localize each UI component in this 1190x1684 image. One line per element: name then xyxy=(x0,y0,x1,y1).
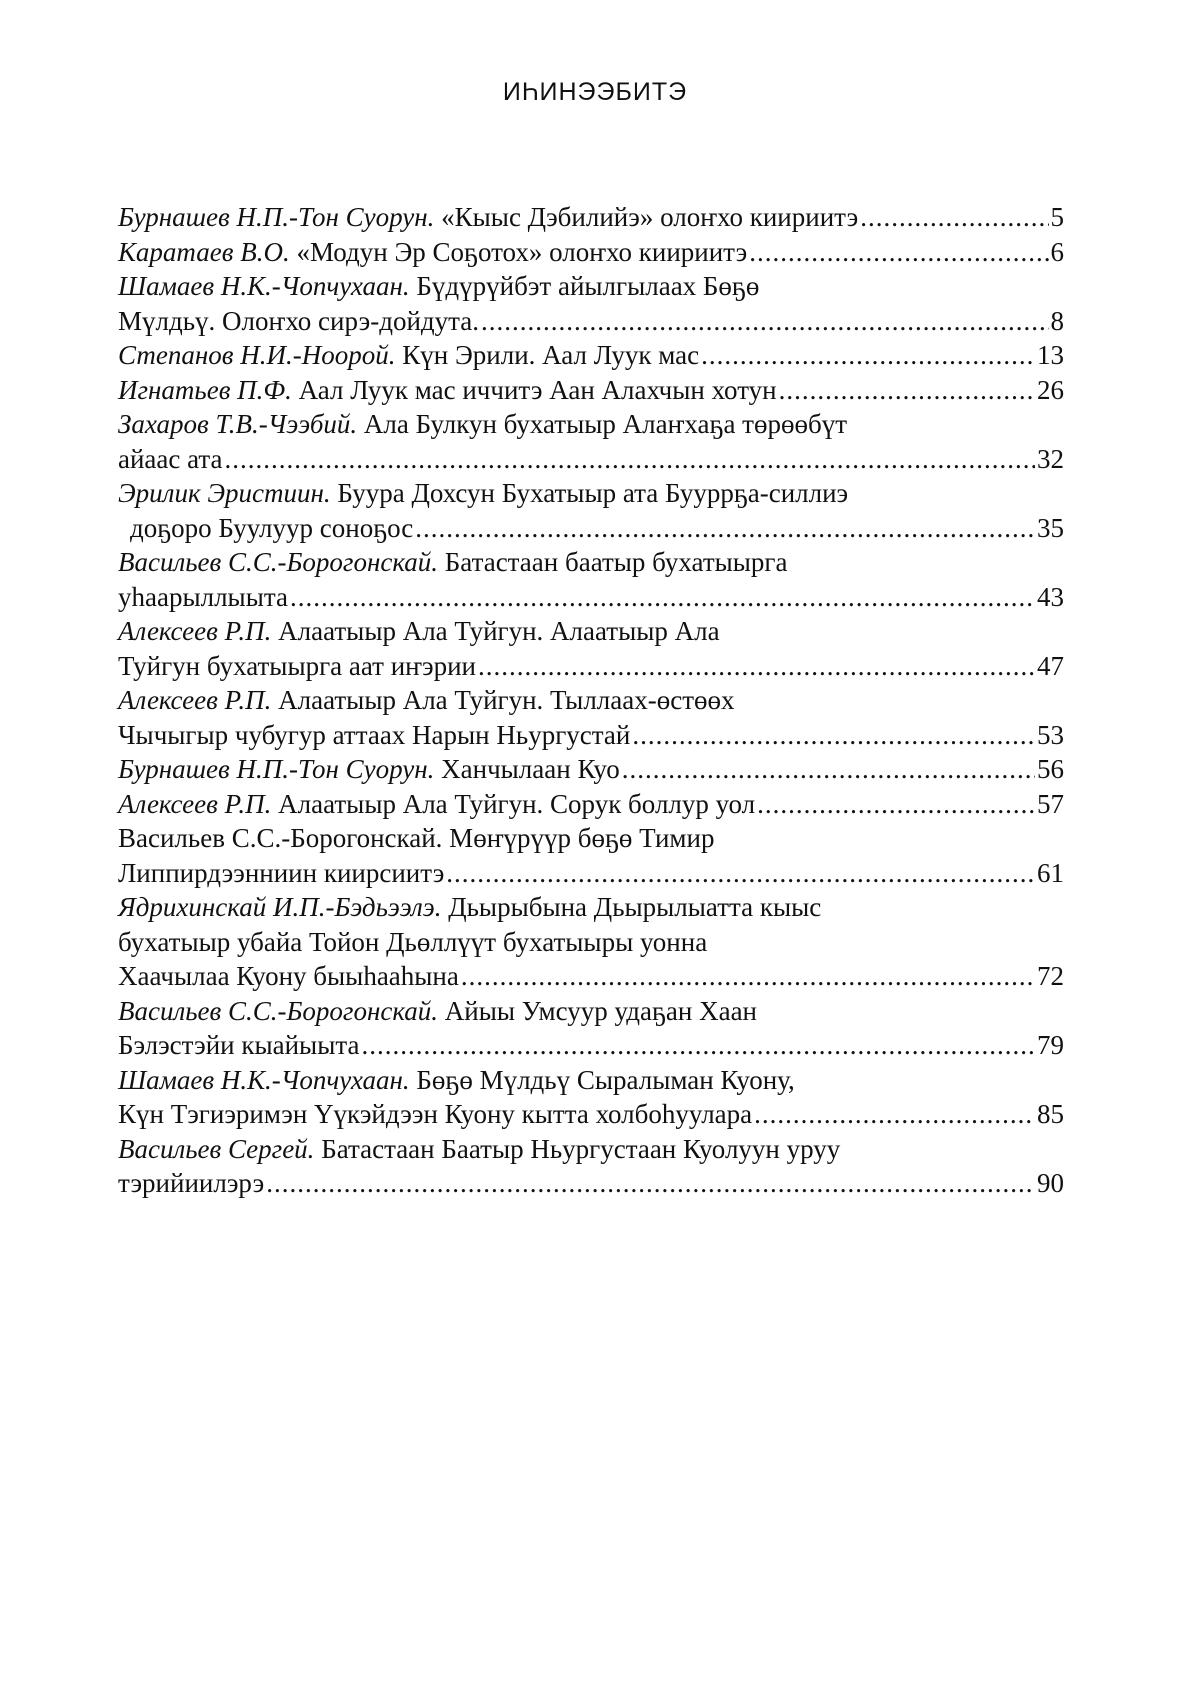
page-number: 26 xyxy=(1037,374,1064,405)
toc-line xyxy=(118,200,1064,235)
toc-title-text: Липпирдээнниин киирсиитэ xyxy=(118,857,445,888)
toc-author: Ядрихинскай И.П.-Бэдьээлэ. xyxy=(118,892,442,922)
dot-leader xyxy=(860,200,1048,235)
toc-line-text xyxy=(118,649,476,684)
toc-title-text: Чычыгыр чубугур аттаах Нарын Ньургустай xyxy=(118,719,631,750)
toc-entry xyxy=(118,890,1064,994)
page-number: 72 xyxy=(1037,961,1064,991)
toc-line-text xyxy=(118,409,847,439)
toc-entry xyxy=(118,476,1064,545)
dot-leader xyxy=(749,235,1048,270)
toc-line xyxy=(118,442,1064,477)
toc-title-text: Васильев С.С.-Борогонскай. Мөҥүрүүр бөҕө Тимир xyxy=(118,823,715,853)
page-number: 85 xyxy=(1037,1099,1064,1129)
toc-entry xyxy=(118,614,1064,683)
toc-line-text xyxy=(118,338,699,373)
toc-author: Захаров Т.В.-Чээбий. xyxy=(118,409,358,439)
dot-leader xyxy=(754,1097,1035,1132)
toc-line xyxy=(118,959,1064,994)
toc-line-text xyxy=(118,787,755,822)
toc-title-text: Бөҕө Мүлдьү Сыралыман Куону, xyxy=(416,1064,795,1095)
toc-title-text: «Модун Эр Соҕотох» олоҥхо киириитэ xyxy=(296,236,748,267)
toc-line-text xyxy=(118,373,777,408)
toc-title-text: Ала Булкун бухатыыр Алаҥхаҕа төрөөбүт xyxy=(363,409,848,439)
page-title: ИҺИНЭЭБИТЭ xyxy=(502,78,688,106)
page-number: 79 xyxy=(1037,1030,1064,1060)
dot-leader xyxy=(266,1166,1035,1201)
toc-author: Шамаев Н.К.-Чопчухаан. xyxy=(118,271,410,301)
page-number: 56 xyxy=(1037,754,1064,784)
dot-leader xyxy=(779,373,1035,408)
toc-line xyxy=(118,718,1064,753)
page-number: 5 xyxy=(1050,202,1064,232)
toc-author: Эрилик Эристиин. xyxy=(118,478,331,508)
dot-leader xyxy=(622,752,1035,787)
toc-title-text: бухатыыр убайа Тойон Дьөллүүт бухатыыры уонна xyxy=(118,926,708,957)
toc-line xyxy=(118,269,1064,304)
toc-title-text: тэрийиилэрэ xyxy=(118,1168,265,1198)
toc-line-text xyxy=(118,823,714,853)
dot-leader xyxy=(478,649,1035,684)
toc-line xyxy=(118,925,1064,960)
toc-title-text: доҕоро Буулуур соноҕос xyxy=(130,512,414,543)
toc-author: Васильев С.С.-Борогонскай. xyxy=(118,547,439,577)
toc-author: Алексеев Р.П. xyxy=(118,788,272,819)
dot-leader xyxy=(757,787,1035,822)
toc-line-text xyxy=(118,1028,359,1063)
dot-leader xyxy=(481,304,1048,339)
toc-title-text: «Кыыс Дэбилийэ» олоҥхо киириитэ xyxy=(441,202,859,232)
toc-line xyxy=(118,1097,1064,1132)
toc-line-text xyxy=(118,478,848,508)
toc-line-text xyxy=(118,580,288,615)
toc-line-text xyxy=(118,996,757,1026)
dot-leader xyxy=(461,959,1035,994)
toc-line-text xyxy=(118,718,630,753)
toc-entry xyxy=(118,1132,1064,1201)
dot-leader xyxy=(415,511,1035,546)
toc-title-text: Алаатыыр Ала Туйгун. Тыллаах-өстөөх xyxy=(278,685,735,715)
table-of-contents xyxy=(118,200,1064,1201)
toc-line-text xyxy=(118,892,821,922)
toc-line-text xyxy=(118,235,747,270)
dot-leader xyxy=(446,856,1035,891)
toc-author: Васильев Сергей. xyxy=(118,1133,315,1164)
toc-line xyxy=(118,545,1064,580)
toc-line-text xyxy=(118,856,444,891)
toc-line-text xyxy=(118,1134,840,1164)
toc-line xyxy=(118,1166,1064,1201)
toc-title-text: Буура Дохсун Бухатыыр ата Бууррҕа-силлиэ xyxy=(337,478,849,508)
toc-author: Бурнашев Н.П.-Тон Суорун. xyxy=(118,202,435,232)
toc-line xyxy=(118,1132,1064,1167)
toc-author: Игнатьев П.Ф. xyxy=(118,374,292,405)
toc-line xyxy=(118,1028,1064,1063)
toc-line xyxy=(118,614,1064,649)
toc-title-text: Дьырыбына Дьырылыатта кыыс xyxy=(448,892,822,922)
toc-entry xyxy=(118,787,1064,822)
page-number: 8 xyxy=(1050,305,1064,336)
page-number: 90 xyxy=(1037,1168,1064,1198)
toc-line-text xyxy=(118,927,707,957)
toc-entry xyxy=(118,821,1064,890)
toc-line xyxy=(118,338,1064,373)
toc-line xyxy=(118,752,1064,787)
toc-line-text xyxy=(118,304,479,339)
toc-title-text: Алаатыыр Ала Туйгун. Алаатыыр Ала xyxy=(278,616,720,646)
toc-line-text xyxy=(130,511,413,546)
toc-entry xyxy=(118,407,1064,476)
toc-line-text xyxy=(118,1166,264,1201)
toc-author: Каратаев В.О. xyxy=(118,236,290,267)
toc-line xyxy=(118,476,1064,511)
toc-line-text xyxy=(118,442,223,477)
toc-entry xyxy=(118,545,1064,614)
toc-author: Бурнашев Н.П.-Тон Суорун. xyxy=(118,754,435,784)
page-number: 47 xyxy=(1037,650,1064,681)
toc-entry xyxy=(118,338,1064,373)
toc-title-text: уһаарыллыыта xyxy=(118,581,288,612)
toc-entry xyxy=(118,683,1064,752)
toc-line xyxy=(118,890,1064,925)
toc-entry xyxy=(118,752,1064,787)
page-number: 13 xyxy=(1037,340,1064,370)
toc-entry xyxy=(118,373,1064,408)
toc-title-text: Туйгун бухатыырга аат иҥэрии xyxy=(118,650,476,681)
dot-leader xyxy=(225,442,1035,477)
toc-title-text: Күн Тэгиэримэн Үүкэйдээн Куону кытта холбоһуулара xyxy=(118,1099,753,1129)
toc-title-text: Айыы Умсуур удаҕан Хаан xyxy=(444,995,758,1026)
toc-title-text: айаас ата xyxy=(118,443,223,474)
toc-title-text: Бүдүрүйбэт айылгылаах Бөҕө xyxy=(416,271,760,301)
toc-entry xyxy=(118,269,1064,338)
dot-leader xyxy=(632,718,1035,753)
toc-title-text: Хаачылаа Куону быыһааһына xyxy=(118,961,459,991)
toc-line-text xyxy=(118,1097,752,1132)
toc-title-text: Батастаан Баатыр Ньургустаан Куолуун уруу xyxy=(321,1133,841,1164)
dot-leader xyxy=(290,580,1035,615)
toc-line xyxy=(118,821,1064,856)
dot-leader xyxy=(361,1028,1035,1063)
toc-line xyxy=(118,1063,1064,1098)
toc-line xyxy=(118,235,1064,270)
toc-line-text xyxy=(118,752,620,787)
toc-line-text xyxy=(118,959,459,994)
page-number: 61 xyxy=(1037,857,1064,888)
toc-line-text xyxy=(118,1065,795,1095)
page-number: 57 xyxy=(1037,788,1064,819)
toc-line xyxy=(118,856,1064,891)
toc-title-text: Мүлдьү. Олоҥхо сирэ-дойдута. xyxy=(118,305,480,336)
toc-author: Васильев С.С.-Борогонскай. xyxy=(118,995,439,1026)
toc-line-text xyxy=(118,547,787,577)
toc-line-text xyxy=(118,271,759,301)
toc-line xyxy=(118,304,1064,339)
toc-entry xyxy=(118,1063,1064,1132)
toc-title-text: Бэлэстэйи кыайыыта xyxy=(118,1030,360,1060)
toc-line xyxy=(118,373,1064,408)
toc-line xyxy=(118,787,1064,822)
toc-line xyxy=(118,649,1064,684)
toc-line xyxy=(118,511,1064,546)
toc-line-text xyxy=(118,200,858,235)
toc-line xyxy=(118,683,1064,718)
toc-entry xyxy=(118,200,1064,235)
toc-line xyxy=(118,994,1064,1029)
toc-line xyxy=(118,407,1064,442)
dot-leader xyxy=(701,338,1035,373)
toc-title-text: Аал Луук мас иччитэ Аан Алахчын хотун xyxy=(298,374,777,405)
page-number: 43 xyxy=(1037,581,1064,612)
toc-author: Алексеев Р.П. xyxy=(118,616,272,646)
page-number: 32 xyxy=(1037,443,1064,474)
page-number: 53 xyxy=(1037,719,1064,750)
page-number: 6 xyxy=(1050,236,1064,267)
toc-title-text: Ханчылаан Куо xyxy=(441,754,620,784)
page-number: 35 xyxy=(1037,512,1064,543)
toc-line xyxy=(118,580,1064,615)
toc-entry xyxy=(118,994,1064,1063)
toc-author: Шамаев Н.К.-Чопчухаан. xyxy=(118,1064,410,1095)
toc-title-text: Батастаан баатыр бухатыырга xyxy=(444,547,788,577)
toc-title-text: Күн Эрили. Аал Луук мас xyxy=(402,340,700,370)
toc-line-text xyxy=(118,685,735,715)
toc-title-text: Алаатыыр Ала Туйгун. Сорук боллур уол xyxy=(278,788,756,819)
toc-entry xyxy=(118,235,1064,270)
toc-author: Алексеев Р.П. xyxy=(118,685,272,715)
toc-line-text xyxy=(118,616,720,646)
toc-author: Степанов Н.И.-Ноорой. xyxy=(118,340,396,370)
